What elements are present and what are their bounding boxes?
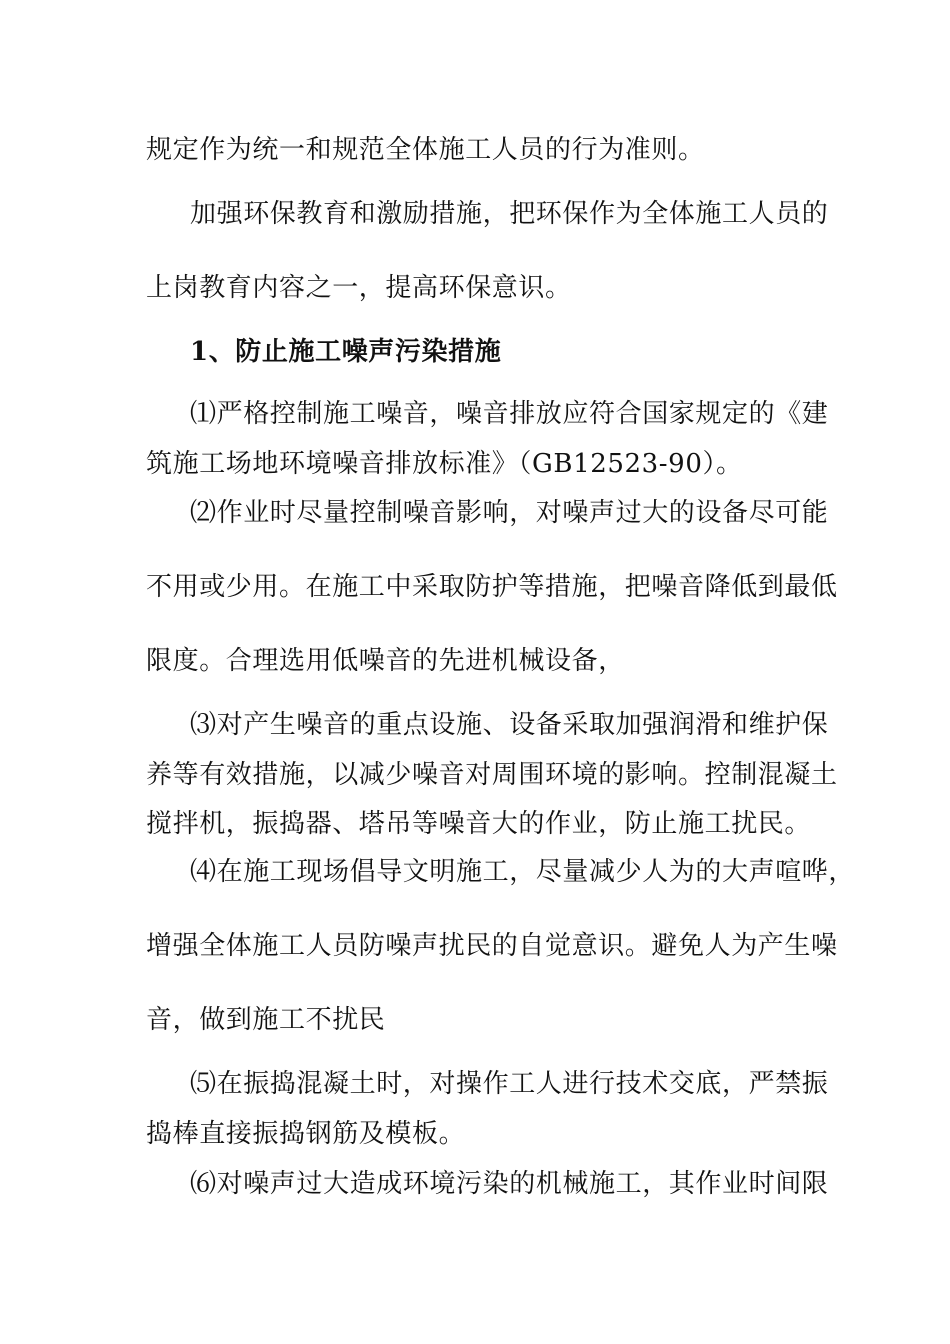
paragraph-line: 音，做到施工不扰民 (146, 1005, 386, 1035)
paragraph-line: ⑵作业时尽量控制噪音影响，对噪声过大的设备尽可能 (190, 498, 829, 528)
paragraph-line: 规定作为统一和规范全体施工人员的行为准则。 (146, 135, 705, 165)
paragraph-line: 养等有效措施，以减少噪音对周围环境的影响。控制混凝土 (146, 760, 838, 790)
paragraph-line: 加强环保教育和激励措施，把环保作为全体施工人员的 (190, 199, 829, 229)
paragraph-line: ⑸在振捣混凝土时，对操作工人进行技术交底，严禁振 (190, 1069, 829, 1099)
paragraph-line: ⑷在施工现场倡导文明施工，尽量减少人为的大声喧哗， (190, 857, 856, 887)
paragraph-line: 搅拌机，振捣器、塔吊等噪音大的作业，防止施工扰民。 (146, 809, 812, 839)
paragraph-line: ⑴严格控制施工噪音，噪音排放应符合国家规定的《建 (190, 399, 829, 429)
paragraph-line: 筑施工场地环境噪音排放标准》（GB12523-90）。 (146, 449, 743, 479)
paragraph-line: 捣棒直接振捣钢筋及模板。 (146, 1119, 466, 1149)
paragraph-line: 不用或少用。在施工中采取防护等措施，把噪音降低到最低 (146, 572, 838, 602)
paragraph-line: 限度。合理选用低噪音的先进机械设备， (146, 646, 625, 676)
paragraph-line: 增强全体施工人员防噪声扰民的自觉意识。避免人为产生噪 (146, 931, 838, 961)
paragraph-line: ⑶对产生噪音的重点设施、设备采取加强润滑和维护保 (190, 710, 829, 740)
paragraph-line: ⑹对噪声过大造成环境污染的机械施工，其作业时间限 (190, 1169, 829, 1199)
paragraph-line: 上岗教育内容之一，提高环保意识。 (146, 273, 572, 303)
section-heading: 1、防止施工噪声污染措施 (190, 337, 502, 367)
